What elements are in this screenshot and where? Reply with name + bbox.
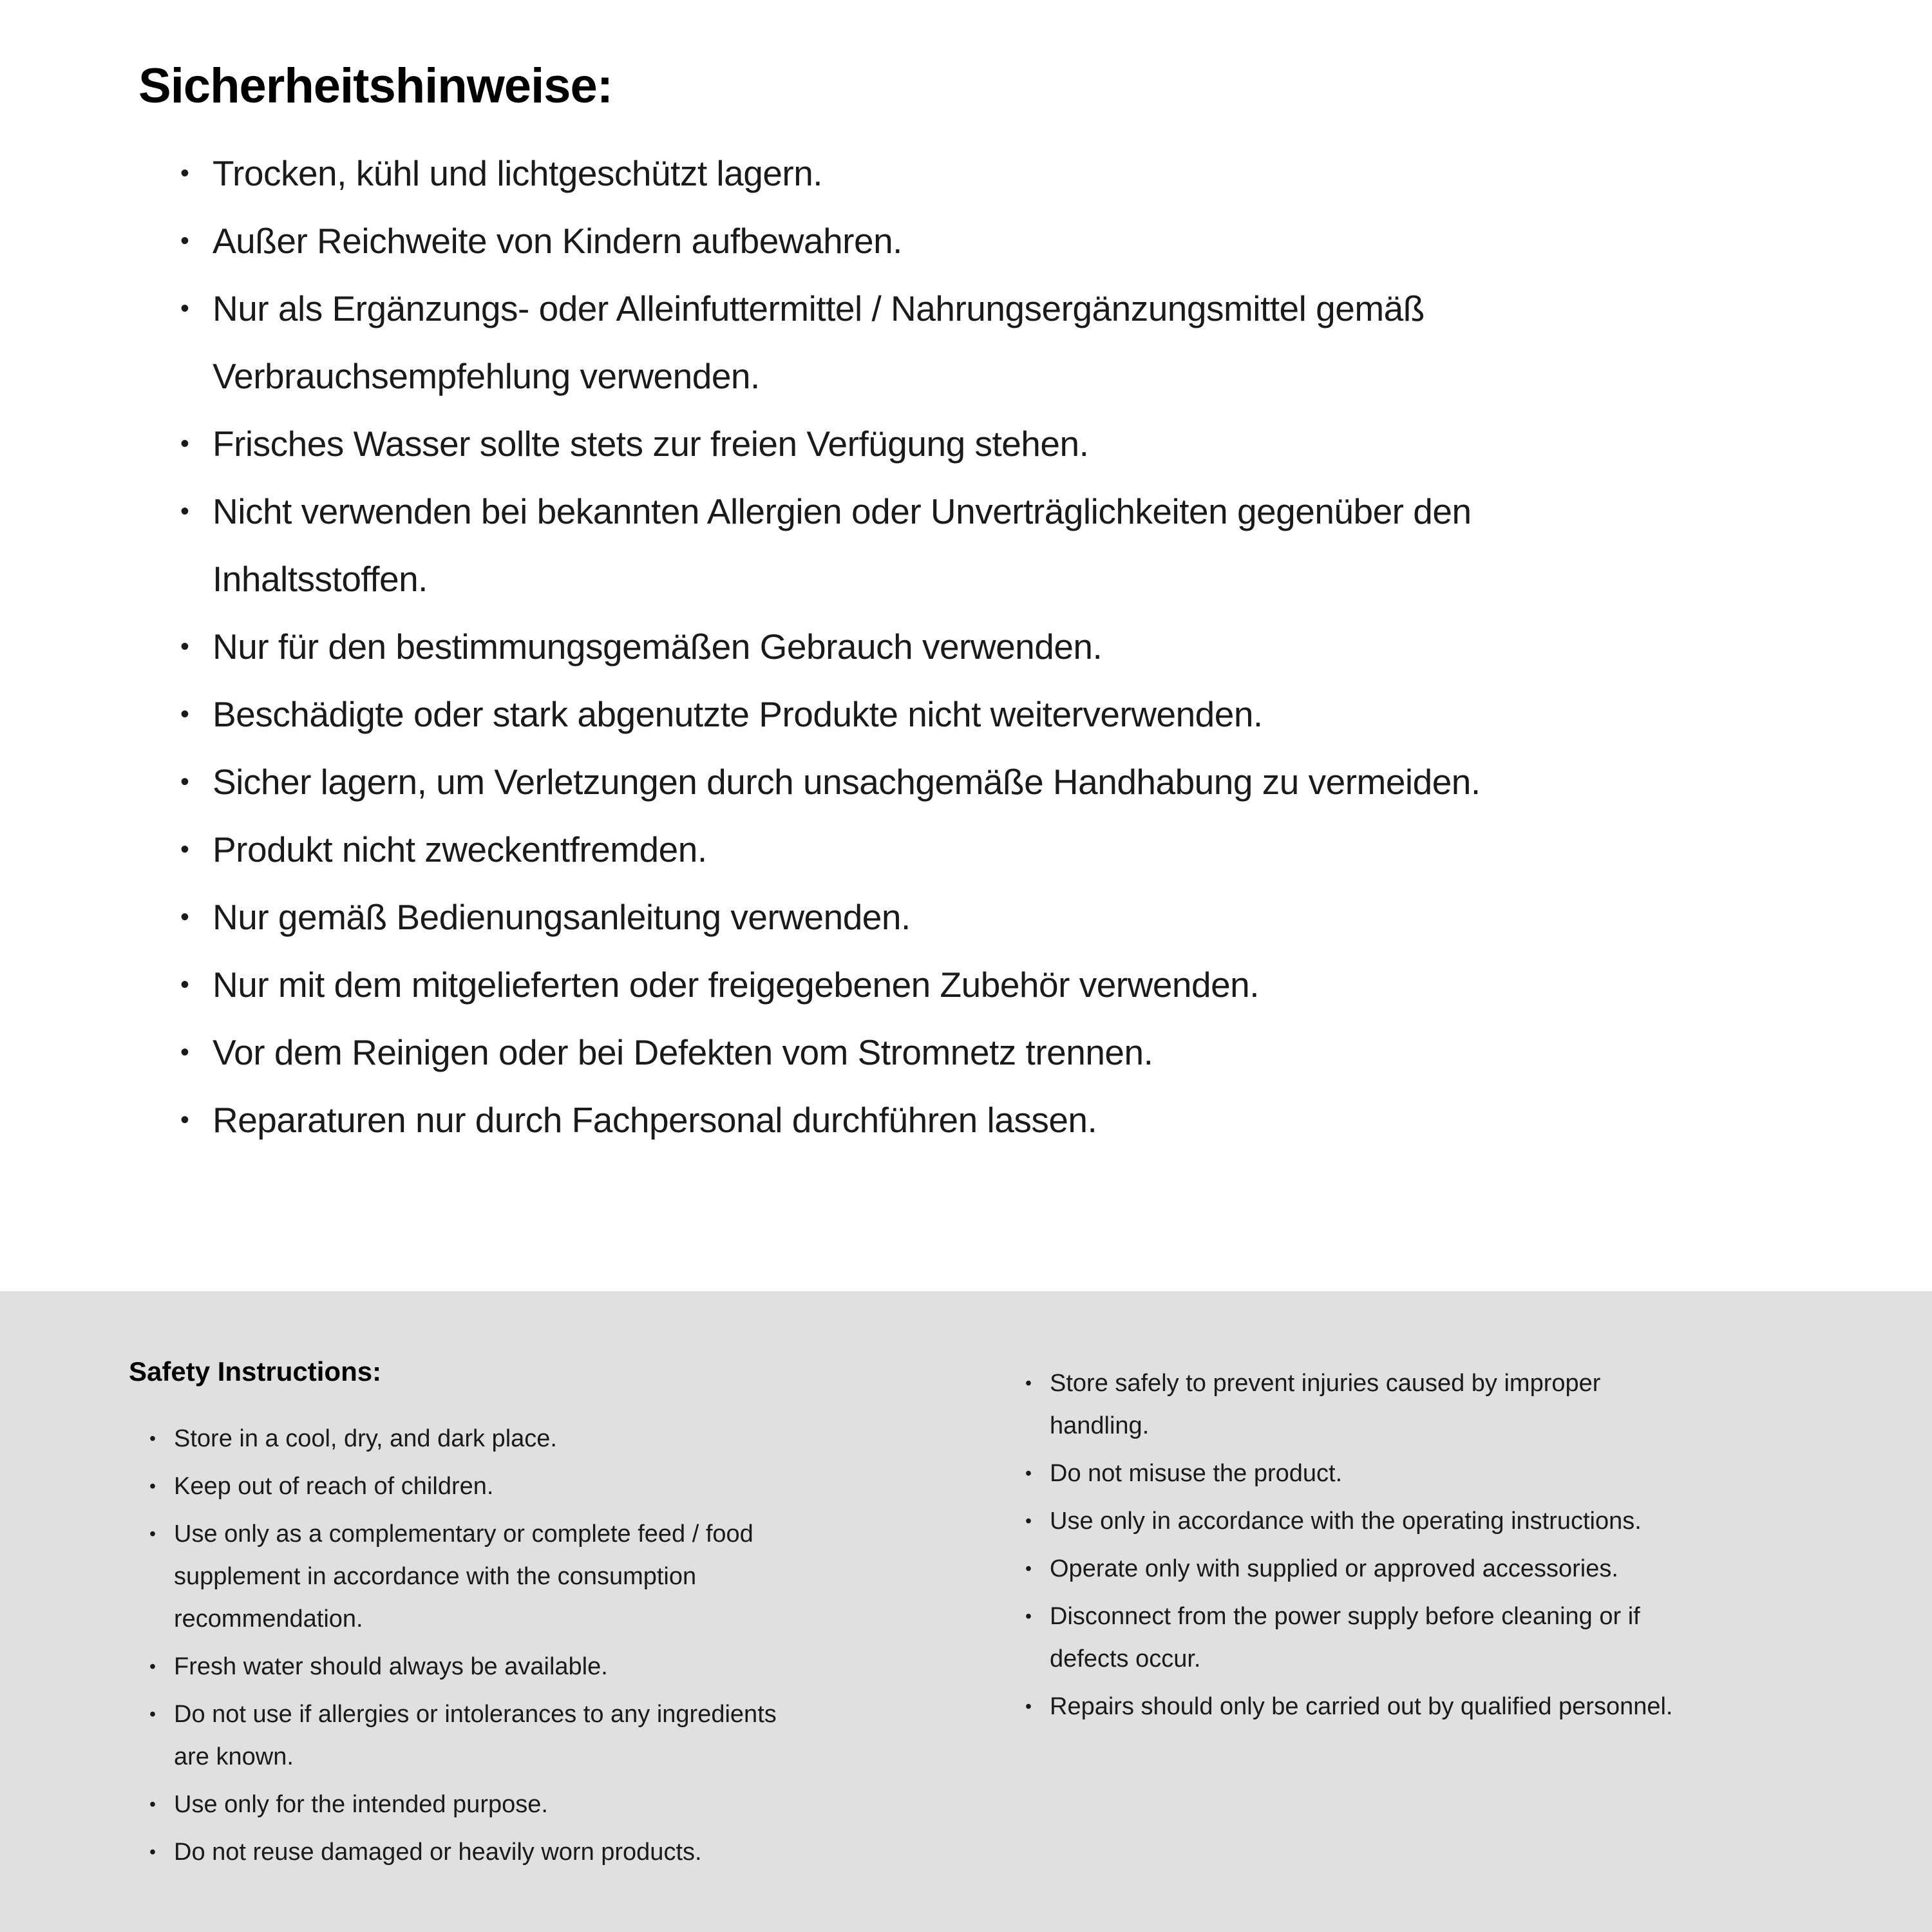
bullet-icon: • xyxy=(1025,1373,1032,1394)
bullet-icon: • xyxy=(149,1656,156,1678)
bullet-icon: • xyxy=(149,1794,156,1815)
list-item-text: Disconnect from the power supply before cleaning or if defects occur. xyxy=(1050,1603,1640,1672)
list-item xyxy=(180,275,1552,410)
list-item-text: Außer Reichweite von Kindern aufbewahren. xyxy=(213,221,902,261)
list-item-text: Store in a cool, dry, and dark place. xyxy=(174,1425,557,1453)
bullet-icon: • xyxy=(180,632,189,661)
list-item xyxy=(180,951,1552,1019)
list-item xyxy=(180,140,1552,207)
list-item-text: Use only as a complementary or complete feed / food supplement in accordance with the consumption recommendation. xyxy=(174,1520,753,1633)
list-item-text: Sicher lagern, um Verletzungen durch unsachgemäße Handhabung zu vermeiden. xyxy=(213,762,1481,802)
list-item xyxy=(1025,1595,1679,1680)
english-section-title: Safety Instructions: xyxy=(129,1356,382,1387)
bullet-icon: • xyxy=(1025,1463,1032,1484)
list-item-text: Nur gemäß Bedienungsanleitung verwenden. xyxy=(213,897,911,938)
bullet-icon: • xyxy=(180,700,189,729)
bullet-icon: • xyxy=(149,1842,156,1863)
list-item-text: Frisches Wasser sollte stets zur freien Verfügung stehen. xyxy=(213,424,1089,464)
english-instructions-list-left xyxy=(129,1417,1005,1873)
list-item xyxy=(1025,1500,1679,1542)
bullet-icon: • xyxy=(1025,1558,1032,1579)
list-item-text: Nur mit dem mitgelieferten oder freigegebenen Zubehör verwenden. xyxy=(213,965,1260,1005)
bullet-icon: • xyxy=(1025,1606,1032,1627)
list-item-text: Beschädigte oder stark abgenutzte Produkte nicht weiterverwenden. xyxy=(213,694,1263,735)
list-item xyxy=(180,478,1552,613)
list-item xyxy=(180,816,1552,884)
english-left-column xyxy=(129,1356,1005,1932)
list-item-text: Use only for the intended purpose. xyxy=(174,1791,548,1819)
bullet-icon: • xyxy=(180,1038,189,1067)
list-item xyxy=(149,1645,813,1688)
list-item-text: Repairs should only be carried out by qualified personnel. xyxy=(1050,1693,1673,1720)
bullet-icon: • xyxy=(180,430,189,459)
bullet-icon: • xyxy=(149,1476,156,1497)
list-item-text: Nur für den bestimmungsgemäßen Gebrauch verwenden. xyxy=(213,627,1103,667)
list-item xyxy=(180,207,1552,275)
german-section-title: Sicherheitshinweise: xyxy=(138,59,613,113)
list-item xyxy=(180,681,1552,748)
bullet-icon: • xyxy=(1025,1511,1032,1531)
list-item xyxy=(1025,1548,1679,1590)
bullet-icon: • xyxy=(180,903,189,932)
bullet-icon: • xyxy=(149,1704,156,1725)
list-item xyxy=(180,748,1552,816)
list-item xyxy=(180,613,1552,681)
bullet-icon: • xyxy=(1025,1696,1032,1717)
bullet-icon: • xyxy=(149,1428,156,1450)
bullet-icon: • xyxy=(180,835,189,864)
list-item-text: Reparaturen nur durch Fachpersonal durchführen lassen. xyxy=(213,1100,1097,1141)
list-item xyxy=(149,1465,813,1508)
list-item xyxy=(180,884,1552,951)
list-item xyxy=(149,1513,813,1640)
bullet-icon: • xyxy=(180,227,189,256)
english-instructions-list-right xyxy=(1005,1362,1893,1728)
list-item-text: Keep out of reach of children. xyxy=(174,1473,494,1501)
bullet-icon: • xyxy=(180,1106,189,1135)
english-section xyxy=(0,1291,1932,1932)
list-item-text: Nur als Ergänzungs- oder Alleinfuttermittel / Nahrungsergänzungsmittel gemäß Verbrauchsempfehlung verwenden. xyxy=(213,289,1425,397)
list-item-text: Store safely to prevent injuries caused by improper handling. xyxy=(1050,1370,1601,1439)
list-item xyxy=(1025,1685,1679,1728)
list-item-text: Operate only with supplied or approved accessories. xyxy=(1050,1555,1618,1582)
list-item xyxy=(149,1783,813,1826)
list-item-text: Nicht verwenden bei bekannten Allergien oder Unverträglichkeiten gegenüber den Inhaltsstoffen. xyxy=(213,491,1472,600)
list-item xyxy=(1025,1452,1679,1495)
list-item xyxy=(180,410,1552,478)
list-item xyxy=(180,1019,1552,1086)
bullet-icon: • xyxy=(180,497,189,526)
list-item-text: Fresh water should always be available. xyxy=(174,1653,608,1681)
list-item-text: Vor dem Reinigen oder bei Defekten vom Stromnetz trennen. xyxy=(213,1032,1153,1073)
list-item-text: Do not misuse the product. xyxy=(1050,1460,1343,1487)
bullet-icon: • xyxy=(180,971,189,999)
list-item xyxy=(180,1086,1552,1154)
list-item-text: Do not reuse damaged or heavily worn products. xyxy=(174,1839,702,1866)
bullet-icon: • xyxy=(180,768,189,797)
list-item xyxy=(149,1831,813,1873)
bullet-icon: • xyxy=(180,159,189,188)
list-item-text: Use only in accordance with the operating instructions. xyxy=(1050,1508,1642,1535)
list-item xyxy=(1025,1362,1679,1447)
list-item-text: Produkt nicht zweckentfremden. xyxy=(213,829,707,870)
bullet-icon: • xyxy=(149,1524,156,1545)
list-item xyxy=(149,1417,813,1460)
english-right-column xyxy=(1005,1356,1893,1932)
list-item-text: Do not use if allergies or intolerances to any ingredients are known. xyxy=(174,1701,777,1771)
list-item xyxy=(149,1693,813,1778)
bullet-icon: • xyxy=(180,294,189,323)
list-item-text: Trocken, kühl und lichtgeschützt lagern. xyxy=(213,153,823,194)
german-instructions-list xyxy=(138,140,1880,1154)
